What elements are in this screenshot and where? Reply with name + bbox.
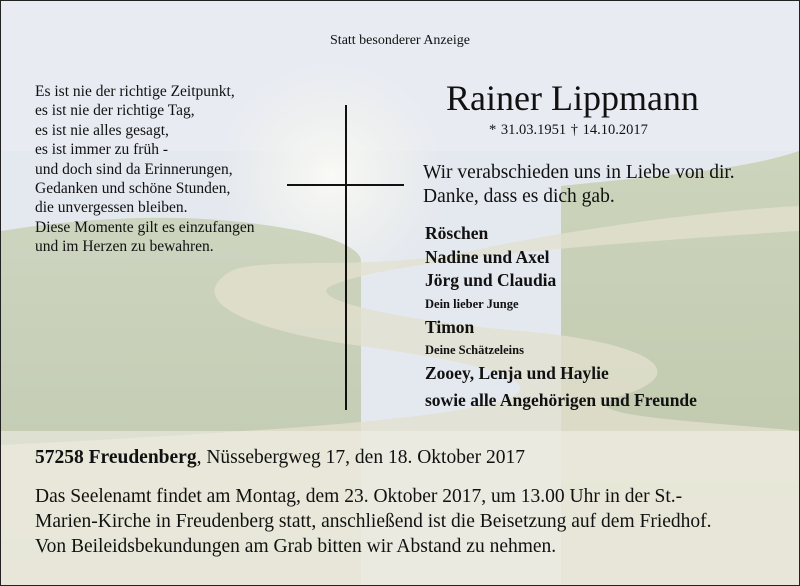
- poem-line: und doch sind da Erinnerungen,: [35, 160, 233, 178]
- mourner-relatives: sowie alle Angehörigen und Freunde: [425, 389, 697, 410]
- mourners-list: [425, 222, 697, 412]
- poem-line: es ist nie der richtige Tag,: [35, 102, 195, 120]
- poem-line: Diese Momente gilt es einzufangen: [35, 218, 255, 236]
- location-city: 57258 Freudenberg: [35, 447, 197, 468]
- mourner-label: Dein lieber Junge: [425, 296, 519, 311]
- mourner-label: Deine Schätzeleins: [425, 343, 524, 357]
- farewell-line: Wir verabschieden uns in Liebe von dir.: [423, 162, 735, 183]
- info-line: Von Beileidsbekundungen am Grab bitten wir Abstand zu nehmen.: [35, 536, 557, 557]
- location-address-date: , Nüssebergweg 17, den 18. Oktober 2017: [196, 447, 525, 468]
- mourner-name: Timon: [425, 316, 475, 337]
- farewell-text: [423, 161, 735, 209]
- poem-line: Es ist nie der richtige Zeitpunkt,: [35, 83, 235, 100]
- mourner-name: Jörg und Claudia: [425, 270, 557, 290]
- location-date: [35, 447, 525, 469]
- header-title: Statt besonderer Anzeige: [330, 33, 470, 48]
- mourner-name: Röschen: [425, 223, 489, 243]
- mourner-name: Zooey, Lenja und Haylie: [425, 363, 609, 383]
- poem-line: die unvergessen bleiben.: [35, 199, 188, 217]
- deceased-name: Rainer Lippmann: [446, 78, 699, 118]
- life-dates: * 31.03.1951 † 14.10.2017: [489, 122, 648, 138]
- mourner-name: Nadine und Axel: [425, 246, 550, 267]
- poem: [35, 82, 255, 257]
- farewell-line: Danke, dass es dich gab.: [423, 186, 615, 207]
- poem-line: und im Herzen zu bewahren.: [35, 238, 214, 256]
- info-line: Marien-Kirche in Freudenberg statt, anschließend ist die Beisetzung auf dem Friedhof.: [35, 511, 712, 532]
- poem-line: Gedanken und schöne Stunden,: [35, 180, 231, 198]
- cross-vertical-bar: [345, 105, 347, 410]
- cross-horizontal-bar: [287, 184, 404, 186]
- info-line: Das Seelenamt findet am Montag, dem 23. Oktober 2017, um 13.00 Uhr in der St.-: [35, 486, 683, 507]
- poem-line: es ist nie alles gesagt,: [35, 121, 169, 139]
- poem-line: es ist immer zu früh -: [35, 141, 169, 159]
- funeral-info: [35, 484, 712, 559]
